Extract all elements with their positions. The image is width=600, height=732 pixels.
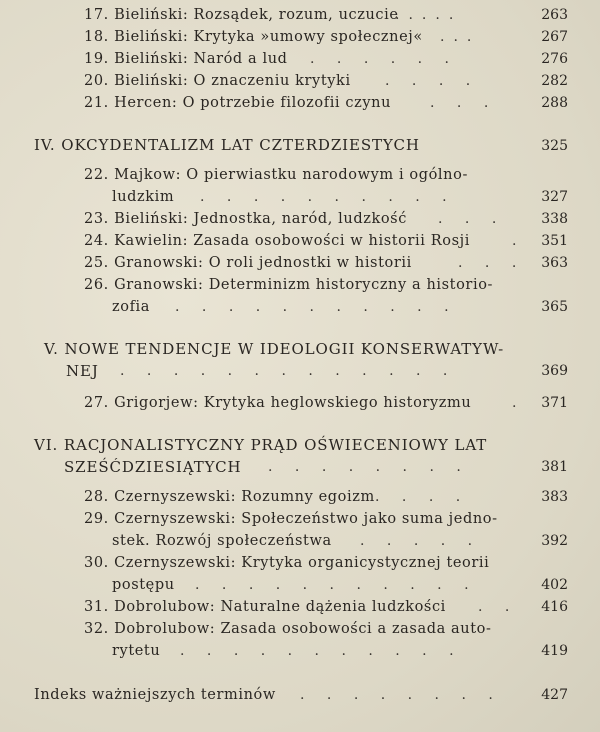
leader-dots: . . . . . . bbox=[310, 51, 458, 67]
section-heading-continuation: SZEŚĆDZIESIĄTYCH bbox=[64, 458, 242, 476]
page-number: 371 bbox=[541, 395, 568, 411]
leader-dots: . . bbox=[478, 599, 519, 615]
page-number: 365 bbox=[541, 299, 568, 315]
leader-dots: . . . . . . . . bbox=[268, 459, 470, 475]
page-number: 263 bbox=[541, 7, 568, 23]
section-heading-continuation: NEJ bbox=[66, 362, 99, 380]
toc-entry-continuation: ludzkim bbox=[112, 189, 175, 205]
page-number: 392 bbox=[541, 533, 568, 549]
toc-entry-continuation: stek. Rozwój społeczeństwa bbox=[112, 533, 332, 549]
leader-dots: . . . . . . . . bbox=[300, 687, 502, 703]
toc-entry: 28. Czernyszewski: Rozumny egoizm bbox=[84, 489, 375, 505]
section-heading: V. NOWE TENDENCJE W IDEOLOGII KONSERWATYW- bbox=[44, 340, 505, 358]
page-number: 427 bbox=[541, 687, 568, 703]
toc-entry: 29. Czernyszewski: Społeczeństwo jako suma jedno- bbox=[84, 511, 498, 527]
toc-entry: 22. Majkow: O pierwiastku narodowym i ogólno- bbox=[84, 167, 468, 183]
toc-entry: 21. Hercen: O potrzebie filozofii czynu bbox=[84, 95, 392, 111]
toc-entry: 26. Granowski: Determinizm historyczny a historio- bbox=[84, 277, 494, 293]
leader-dots: . . . bbox=[458, 255, 526, 271]
toc-entry: 18. Bieliński: Krytyka »umowy społecznej« bbox=[84, 29, 423, 45]
leader-dots: . bbox=[512, 233, 526, 249]
section-heading: VI. RACJONALISTYCZNY PRĄD OŚWIECENIOWY LAT bbox=[34, 436, 488, 454]
page-number: 383 bbox=[541, 489, 568, 505]
toc-entry: 25. Granowski: O roli jednostki w historii bbox=[84, 255, 412, 271]
index-entry: Indeks ważniejszych terminów bbox=[34, 687, 276, 703]
leader-dots: . . . . bbox=[375, 489, 470, 505]
toc-entry: 32. Dobrolubow: Zasada osobowości a zasada auto- bbox=[84, 621, 492, 637]
toc-entry: 23. Bieliński: Jednostka, naród, ludzkość bbox=[84, 211, 407, 227]
toc-entry: 20. Bieliński: O znaczeniu krytyki bbox=[84, 73, 351, 89]
leader-dots: . . . bbox=[430, 95, 498, 111]
leader-dots: . . . . . . . . . . bbox=[200, 189, 456, 205]
page-number: 327 bbox=[541, 189, 568, 205]
page-number: 416 bbox=[541, 599, 568, 615]
toc-entry: 30. Czernyszewski: Krytyka organicystycznej teorii bbox=[84, 555, 490, 571]
toc-entry: 24. Kawielin: Zasada osobowości w historii Rosji bbox=[84, 233, 470, 249]
leader-dots: . . . . . . . . . . . . . bbox=[120, 363, 457, 379]
page-number: 369 bbox=[541, 363, 568, 379]
leader-dots: . . . bbox=[438, 211, 506, 227]
page-number: 267 bbox=[541, 29, 568, 45]
leader-dots: . . . . . . . . . . . bbox=[180, 643, 463, 659]
leader-dots: . . . . bbox=[385, 73, 480, 89]
page-number: 288 bbox=[541, 95, 568, 111]
leader-dots: . . . . . bbox=[360, 533, 482, 549]
page-number: 276 bbox=[541, 51, 568, 67]
page-number: 282 bbox=[541, 73, 568, 89]
page-number: 351 bbox=[541, 233, 568, 249]
leader-dots: . . . . . . . . . . . bbox=[175, 299, 458, 315]
leader-dots: . . . . . . . . . . . bbox=[195, 577, 478, 593]
leader-dots: . bbox=[512, 395, 526, 411]
leader-dots: ... bbox=[440, 29, 481, 45]
page-number: 325 bbox=[541, 138, 568, 154]
section-heading: IV. OKCYDENTALIZM LAT CZTERDZIESTYCH bbox=[34, 136, 420, 154]
toc-entry-continuation: zofia bbox=[112, 299, 151, 315]
page-number: 381 bbox=[541, 459, 568, 475]
toc-entry: 27. Grigorjew: Krytyka heglowskiego historyzmu bbox=[84, 395, 472, 411]
toc-entry-continuation: rytetu bbox=[112, 643, 161, 659]
page-number: 363 bbox=[541, 255, 568, 271]
toc-entry: 19. Bieliński: Naród a lud bbox=[84, 51, 288, 67]
page-number: 338 bbox=[541, 211, 568, 227]
page-number: 419 bbox=[541, 643, 568, 659]
toc-entry: 31. Dobrolubow: Naturalne dążenia ludzkości bbox=[84, 599, 446, 615]
toc-entry-continuation: postępu bbox=[112, 577, 175, 593]
toc-entry: 17. Bieliński: Rozsądek, rozum, uczucie bbox=[84, 7, 399, 23]
page-number: 402 bbox=[541, 577, 568, 593]
leader-dots: ..... bbox=[395, 7, 463, 23]
